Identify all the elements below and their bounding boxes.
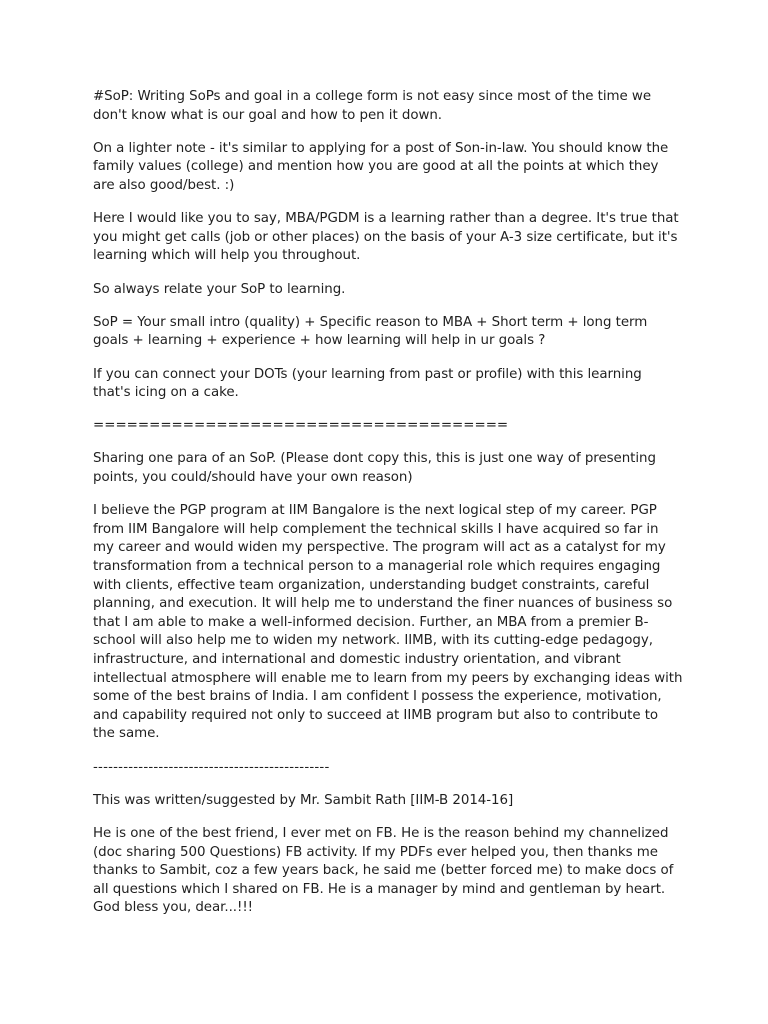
equals-separator: ===================================== bbox=[93, 418, 509, 434]
intro-paragraph: #SoP: Writing SoPs and goal in a college form is not easy since most of the time we don't know what is our goal and how to pen it down. bbox=[93, 89, 652, 123]
thanks-paragraph: He is one of the best friend, I ever met on FB. He is the reason behind my channelized (doc sharing 500 Questions) FB activity. If my PDFs ever helped you, then thanks me thanks to Sambit, coz a few years back, he said me (better forced me) to make docs of all questions which I shared on FB. He is a manager by mind and gentleman by heart. God bless you, dear...!!! bbox=[93, 825, 674, 916]
sample-sop-paragraph: I believe the PGP program at IIM Bangalore is the next logical step of my career. PGP from IIM Bangalore will help complement the technical skills I have acquired so far in my career and would widen my perspective. The program will act as a catalyst for my transformation from a technical person to a managerial role which requires engaging with clients, effective team organization, understanding budget constraints, careful planning, and execution. It will help me to understand the finer nuances of business so that I am able to make a well-informed decision. Further, an MBA from a premier B-school will also help me to widen my network. IIMB, with its cutting-edge pedagogy, infrastructure, and international and domestic industry orientation, and vibrant intellectual atmosphere will enable me to learn from my peers by exchanging ideas with some of the best brains of India. I am confident I possess the experience, motivation, and capability required not only to succeed at IIMB program but also to contribute to the same. bbox=[93, 503, 683, 742]
dash-separator: ----------------------------------------------- bbox=[93, 759, 330, 775]
sharing-para-paragraph: Sharing one para of an SoP. (Please dont copy this, this is just one way of presenting points, you could/should have your own reason) bbox=[93, 451, 656, 486]
document-body bbox=[93, 88, 683, 933]
learning-paragraph: Here I would like you to say, MBA/PGDM is a learning rather than a degree. It's true that you might get calls (job or other places) on the basis of your A-3 size certificate, but it's learning which will help you throughout. bbox=[93, 211, 679, 264]
credit-paragraph: This was written/suggested by Mr. Sambit Rath [IIM-B 2014-16] bbox=[93, 792, 514, 808]
relate-sop-paragraph: So always relate your SoP to learning. bbox=[93, 281, 346, 297]
lighter-note-paragraph: On a lighter note - it's similar to applying for a post of Son-in-law. You should know the family values (college) and mention how you are good at all the points at which they are also good/best. :) bbox=[93, 140, 669, 193]
connect-dots-paragraph: If you can connect your DOTs (your learning from past or profile) with this learning that's icing on a cake. bbox=[93, 366, 642, 401]
sop-formula-paragraph: SoP = Your small intro (quality) + Specific reason to MBA + Short term + long term goals + learning + experience + how learning will help in ur goals ? bbox=[93, 314, 648, 349]
